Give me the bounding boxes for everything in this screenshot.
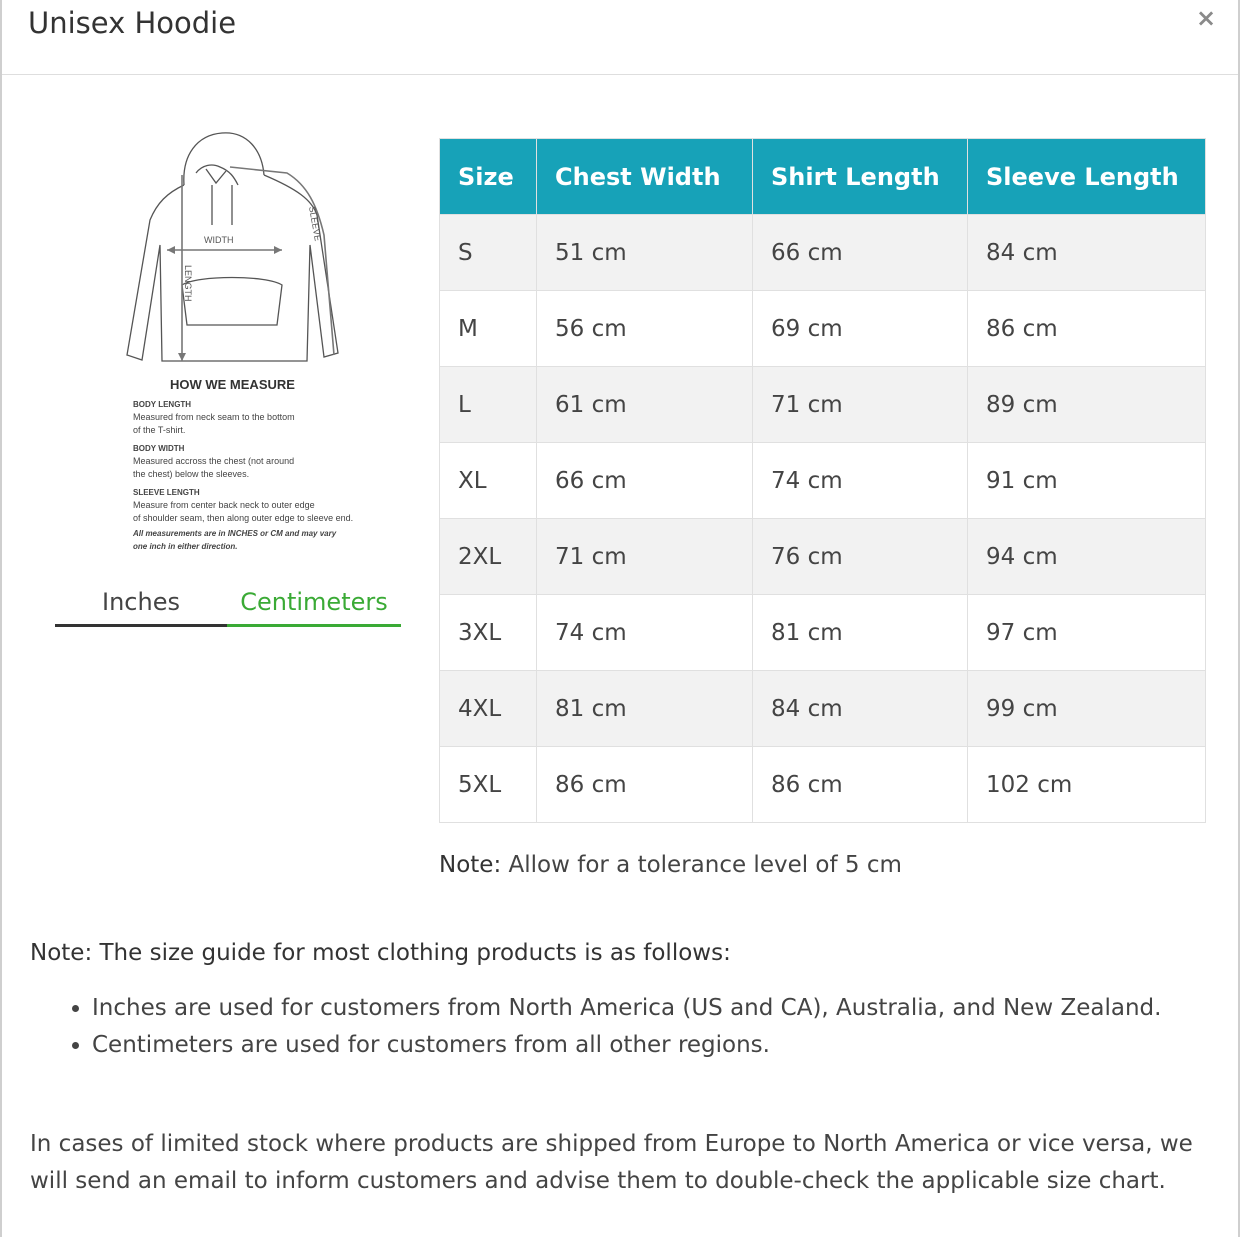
cell-sleeve: 97 cm: [968, 595, 1206, 671]
close-icon[interactable]: ×: [1196, 4, 1217, 32]
cell-chest: 56 cm: [537, 291, 753, 367]
cell-sleeve: 94 cm: [968, 519, 1206, 595]
cell-length: 71 cm: [753, 367, 968, 443]
body-length-text-1: Measured from neck seam to the bottom: [133, 412, 295, 422]
body-length-heading: BODY LENGTH: [133, 400, 192, 409]
table-row: [440, 671, 1206, 747]
modal-title: Unisex Hoodie: [28, 6, 237, 40]
cell-size: M: [440, 291, 537, 367]
header-shirt-length: Shirt Length: [753, 139, 968, 215]
modal-header: [2, 0, 1238, 75]
header-sleeve-length: Sleeve Length: [968, 139, 1206, 215]
cell-size: L: [440, 367, 537, 443]
cell-chest: 61 cm: [537, 367, 753, 443]
cell-size: S: [440, 215, 537, 291]
cell-length: 86 cm: [753, 747, 968, 823]
cell-sleeve: 89 cm: [968, 367, 1206, 443]
length-label: LENGTH: [183, 265, 193, 302]
hoodie-outline-icon: [112, 125, 372, 375]
cell-sleeve: 86 cm: [968, 291, 1206, 367]
sleeve-length-text-2: of shoulder seam, then along outer edge to sleeve end.: [133, 513, 354, 523]
cell-length: 74 cm: [753, 443, 968, 519]
cell-sleeve: 84 cm: [968, 215, 1206, 291]
cell-length: 66 cm: [753, 215, 968, 291]
tolerance-note: [439, 852, 902, 878]
size-guide-heading: Note: The size guide for most clothing products is as follows:: [30, 940, 731, 966]
size-table: [439, 138, 1206, 823]
tolerance-label: Note:: [439, 852, 502, 878]
cell-size: 2XL: [440, 519, 537, 595]
tab-inches[interactable]: Inches: [55, 584, 227, 627]
size-guide-list: [30, 990, 1192, 1064]
tolerance-text: Allow for a tolerance level of 5 cm: [501, 852, 902, 878]
cell-chest: 74 cm: [537, 595, 753, 671]
table-row: [440, 595, 1206, 671]
header-chest-width: Chest Width: [537, 139, 753, 215]
body-width-heading: BODY WIDTH: [133, 444, 185, 453]
cell-length: 84 cm: [753, 671, 968, 747]
cell-chest: 51 cm: [537, 215, 753, 291]
table-row: [440, 747, 1206, 823]
cell-chest: 71 cm: [537, 519, 753, 595]
cell-length: 76 cm: [753, 519, 968, 595]
sleeve-length-text-1: Measure from center back neck to outer edge: [133, 500, 315, 510]
sleeve-label: SLEEVE: [307, 205, 323, 242]
stock-note: In cases of limited stock where products are shipped from Europe to North America or vice versa, we will send an email to inform customers and advise them to double-check the applicable size chart.: [30, 1131, 1193, 1194]
body-width-text-1: Measured accross the chest (not around: [133, 456, 295, 466]
cell-sleeve: 99 cm: [968, 671, 1206, 747]
unit-toggle: [55, 584, 401, 626]
cell-size: 4XL: [440, 671, 537, 747]
sleeve-length-block: [133, 486, 368, 525]
tab-centimeters[interactable]: Centimeters: [227, 584, 401, 627]
measurement-diagram: [112, 125, 372, 555]
cell-size: XL: [440, 443, 537, 519]
table-row: [440, 443, 1206, 519]
body-width-text-2: the chest) below the sleeves.: [133, 469, 250, 479]
how-we-measure-heading: HOW WE MEASURE: [170, 377, 295, 392]
cell-size: 5XL: [440, 747, 537, 823]
table-row: [440, 519, 1206, 595]
cell-chest: 86 cm: [537, 747, 753, 823]
header-size: Size: [440, 139, 537, 215]
list-item: • Centimeters are used for customers from all other regions.: [92, 1027, 1192, 1064]
cell-sleeve: 102 cm: [968, 747, 1206, 823]
cell-sleeve: 91 cm: [968, 443, 1206, 519]
measurement-note-2: one inch in either direction.: [133, 542, 238, 551]
list-item: • Inches are used for customers from North America (US and CA), Australia, and New Zealand.: [92, 990, 1192, 1027]
cell-chest: 66 cm: [537, 443, 753, 519]
cell-length: 69 cm: [753, 291, 968, 367]
measurement-note-1: All measurements are in INCHES or CM and may vary: [133, 529, 337, 538]
cell-size: 3XL: [440, 595, 537, 671]
table-header-row: [440, 139, 1206, 215]
body-length-block: [133, 398, 368, 437]
table-row: [440, 367, 1206, 443]
sleeve-length-heading: SLEEVE LENGTH: [133, 488, 200, 497]
table-row: [440, 291, 1206, 367]
measurement-note: [133, 527, 368, 553]
cell-length: 81 cm: [753, 595, 968, 671]
table-row: [440, 215, 1206, 291]
body-width-block: [133, 442, 368, 481]
cell-chest: 81 cm: [537, 671, 753, 747]
body-length-text-2: of the T-shirt.: [133, 425, 186, 435]
width-label: WIDTH: [204, 235, 234, 245]
